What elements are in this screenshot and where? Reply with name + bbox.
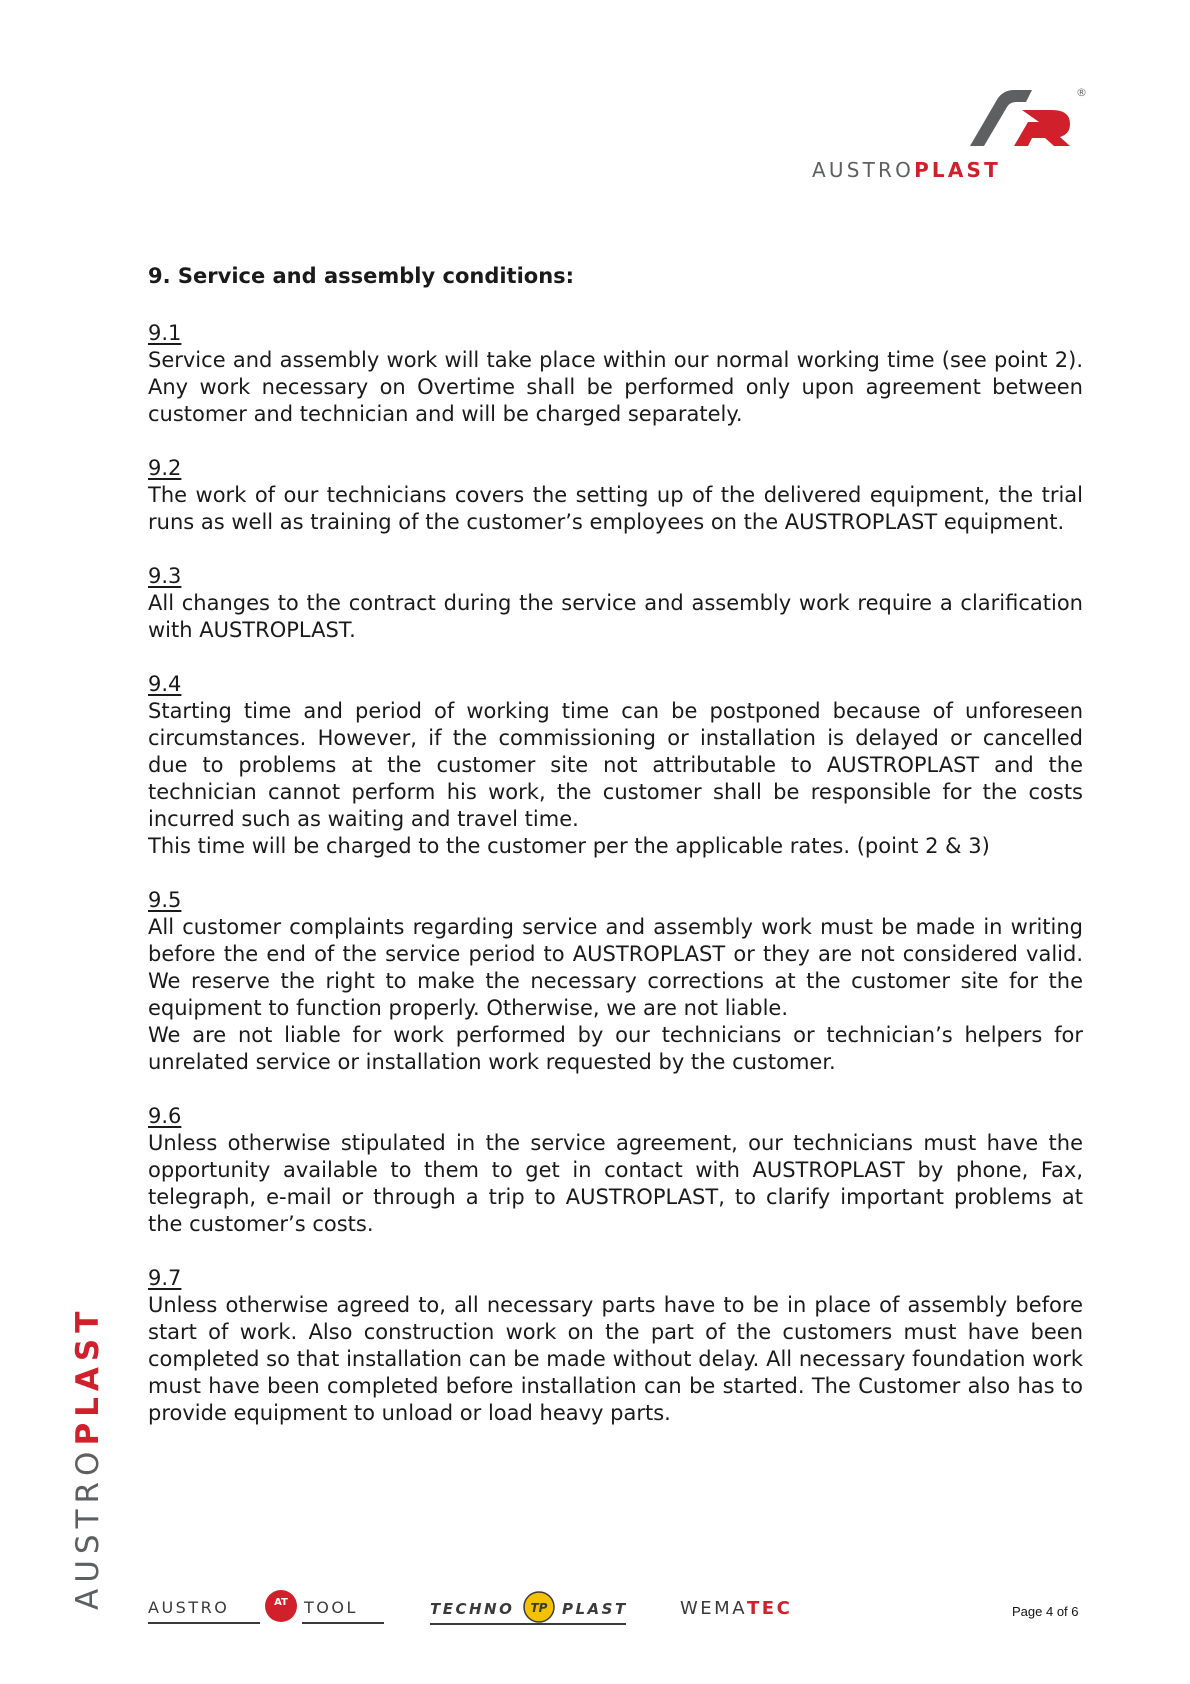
clause-9-4 (148, 671, 1083, 860)
clause-text: The work of our technicians covers the setting up of the delivered equipment, the trial runs as well as training of the customer’s employees on the AUSTROPLAST equipment. (148, 483, 1083, 534)
technoplast-badge-text: TP (530, 1601, 548, 1615)
clause-number: 9.5 (148, 888, 182, 912)
wematec-logo (680, 1598, 792, 1619)
clause-number: 9.2 (148, 456, 182, 480)
clause-number: 9.3 (148, 564, 182, 588)
clause-number: 9.6 (148, 1104, 182, 1128)
side-logo-part-plast: PLAST (70, 1305, 106, 1446)
clause-9-6 (148, 1103, 1083, 1238)
page-footer (148, 1580, 1088, 1630)
technoplast-right-text: PLAST (562, 1600, 628, 1618)
austroplast-wordmark (812, 158, 1001, 182)
clause-text: All changes to the contract during the service and assembly work require a clarification with AUSTROPLAST. (148, 591, 1083, 642)
clause-text: Unless otherwise stipulated in the service agreement, our technicians must have the opportunity available to them to get in contact with AUSTROPLAST by phone, Fax, telegraph, e-mail or through a trip to AUSTROPLAST, to clarify important problems at the customer’s costs. (148, 1131, 1083, 1236)
clause-number: 9.4 (148, 672, 182, 696)
austroplast-side-logo (70, 1306, 106, 1610)
clause-9-3 (148, 563, 1083, 644)
austrotool-underline (148, 1622, 260, 1624)
clause-text: We are not liable for work performed by our technicians or technician’s helpers for unrelated service or installation work requested by the customer. (148, 1023, 1083, 1074)
austroplast-header-logo (806, 86, 1086, 186)
austrotool-logo (148, 1588, 388, 1628)
clause-text: All customer complaints regarding service and assembly work must be made in writing before the end of the service period to AUSTROPLAST or they are not considered valid. We reserve the right to make the necessary corrections at the customer site for the equipment to function properly. Otherwise, we are not liable. (148, 915, 1083, 1020)
austrotool-badge-text: AT (274, 1597, 288, 1608)
side-logo-part-austro: AUSTRO (70, 1445, 106, 1610)
document-body (148, 262, 1083, 1454)
technoplast-left-text: TECHNO (430, 1600, 515, 1618)
wematec-part-tec: TEC (747, 1598, 793, 1619)
technoplast-logo (430, 1588, 650, 1628)
section-heading: 9. Service and assembly conditions: (148, 264, 575, 288)
austrotool-underline (302, 1622, 384, 1624)
clause-text: This time will be charged to the customer per the applicable rates. (point 2 & 3) (148, 834, 990, 858)
technoplast-underline (430, 1623, 626, 1625)
wematec-part-wema: WEMA (680, 1598, 748, 1619)
page-number: Page 4 of 6 (1012, 1604, 1079, 1619)
clause-9-5 (148, 887, 1083, 1076)
austrotool-badge-icon (263, 1588, 299, 1624)
clause-text: Starting time and period of working time can be postponed because of unforeseen circumstances. However, if the commissioning or installation is delayed or cancelled due to problems at the customer site not attributable to AUSTROPLAST and the technician cannot perform his work, the customer shall be responsible for the costs incurred such as waiting and travel time. (148, 699, 1083, 831)
technoplast-badge-icon (522, 1590, 556, 1624)
clause-text: Unless otherwise agreed to, all necessary parts have to be in place of assembly before start of work. Also construction work on the part of the customers must have been completed so that installation can be made without delay. All necessary foundation work must have been completed before installation can be started. The Customer also has to provide equipment to unload or load heavy parts. (148, 1293, 1083, 1425)
austroplast-ar-mark-icon (966, 88, 1076, 150)
clause-number: 9.1 (148, 321, 182, 345)
wordmark-part-austro: AUSTRO (812, 158, 915, 182)
clause-9-2 (148, 455, 1083, 536)
registered-mark: ® (1076, 86, 1087, 99)
austrotool-left-text: AUSTRO (148, 1598, 230, 1617)
wordmark-part-plast: PLAST (914, 158, 1002, 182)
clause-number: 9.7 (148, 1266, 182, 1290)
clause-9-1 (148, 320, 1083, 428)
clause-9-7 (148, 1265, 1083, 1427)
clause-text: Service and assembly work will take place within our normal working time (see point 2). Any work necessary on Overtime shall be performed only upon agreement between customer and technician and will be charged separately. (148, 348, 1083, 426)
austrotool-right-text: TOOL (304, 1598, 358, 1617)
